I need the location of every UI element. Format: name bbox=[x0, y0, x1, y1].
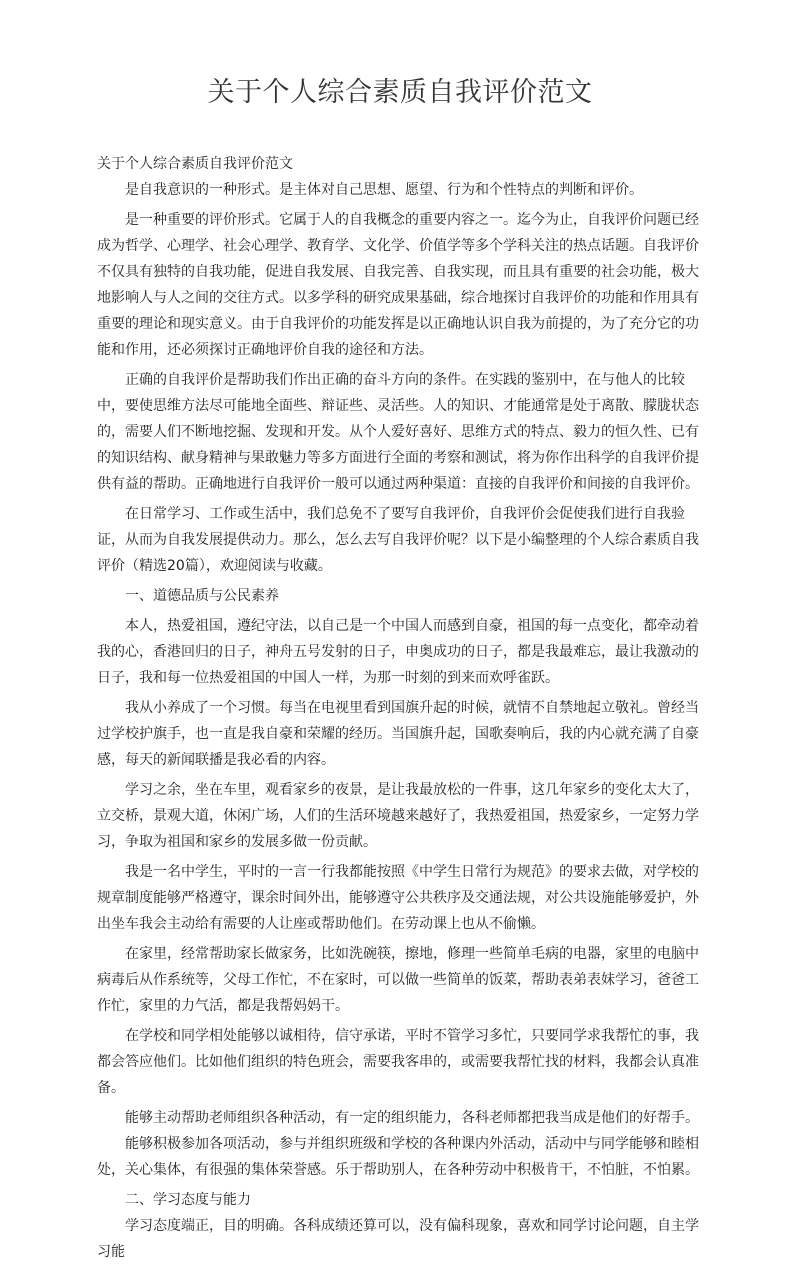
document-title: 关于个人综合素质自我评价范文 bbox=[207, 77, 593, 108]
paragraph: 在学校和同学相处能够以诚相待，信守承诺，平时不管学习多忙，只要同学求我帮忙的事，我都会答应他们。比如他们组织的特色班会，需要我客串的，或需要我帮忙找的材料，我都会认真准备。 bbox=[97, 1028, 699, 1096]
document-body bbox=[97, 151, 703, 1269]
paragraph: 是一种重要的评价形式。它属于人的自我概念的重要内容之一。迄今为止，自我评价问题已经成为哲学、心理学、社会心理学、教育学、文化学、价值学等多个学科关注的热点话题。自我评价不仅具有独特的自我功能，促进自我发展、自我完善、自我实现，而且具有重要的社会功能，极大地影响人与人之间的交往方式。以多学科的研究成果基础，综合地探讨自我评价的功能和作用具有重要的理论和现实意义。由于自我评价的功能发挥是以正确地认识自我为前提的，为了充分它的功能和作用，还必须探讨正确地评价自我的途径和方法。 bbox=[97, 212, 699, 358]
paragraph: 本人，热爱祖国，遵纪守法，以自己是一个中国人而感到自豪，祖国的每一点变化，都牵动着我的心，香港回归的日子，神舟五号发射的日子，申奥成功的日子，都是我最难忘，最让我激动的日子，我和每一位热爱祖国的中国人一样，为那一时刻的到来而欢呼雀跃。 bbox=[97, 618, 699, 686]
section-heading: 二、学习态度与能力 bbox=[125, 1192, 251, 1208]
paragraph: 在日常学习、工作或生活中，我们总免不了要写自我评价，自我评价会促使我们进行自我验证，从而为自我发展提供动力。那么，怎么去写自我评价呢？以下是小编整理的个人综合素质自我评价（精选20篇），欢迎阅读与收藏。 bbox=[97, 506, 699, 574]
paragraph: 是自我意识的一种形式。是主体对自己思想、愿望、行为和个性特点的判断和评价。 bbox=[125, 182, 643, 198]
paragraph: 正确的自我评价是帮助我们作出正确的奋斗方向的条件。在实践的鉴别中，在与他人的比较中，要使思维方法尽可能地全面些、辩证些、灵活些。人的知识、才能通常是处于离散、朦胧状态的，需要人们不断地挖掘、发现和开发。从个人爱好喜好、思维方式的特点、毅力的恒久性、已有的知识结构、献身精神与果敢魅力等多方面进行全面的考察和测试，将为你作出科学的自我评价提供有益的帮助。正确地进行自我评价一般可以通过两种渠道：直接的自我评价和间接的自我评价。 bbox=[97, 372, 699, 492]
section-heading: 一、道德品质与公民素养 bbox=[125, 588, 279, 604]
paragraph: 在家里，经常帮助家长做家务，比如洗碗筷，擦地，修理一些简单毛病的电器，家里的电脑中病毒后从作系统等，父母工作忙，不在家时，可以做一些简单的饭菜，帮助表弟表妹学习，爸爸工作忙，家里的力气活，都是我帮妈妈干。 bbox=[97, 946, 699, 1014]
paragraph: 能够主动帮助老师组织各种活动，有一定的组织能力，各科老师都把我当成是他们的好帮手。 bbox=[125, 1110, 699, 1126]
document-subtitle: 关于个人综合素质自我评价范文 bbox=[97, 156, 293, 172]
paragraph: 能够积极参加各项活动，参与并组织班级和学校的各种课内外活动，活动中与同学能够和睦相处，关心集体，有很强的集体荣誉感。乐于帮助别人，在各种劳动中积极肯干，不怕脏，不怕累。 bbox=[97, 1136, 699, 1178]
paragraph: 我是一名中学生，平时的一言一行我都能按照《中学生日常行为规范》的要求去做，对学校的规章制度能够严格遵守，课余时间外出，能够遵守公共秩序及交通法规，对公共设施能够爱护，外出坐车我会主动给有需要的人让座或帮助他们。在劳动课上也从不偷懒。 bbox=[97, 864, 699, 932]
paragraph: 我从小养成了一个习惯。每当在电视里看到国旗升起的时候，就情不自禁地起立敬礼。曾经当过学校护旗手，也一直是我自豪和荣耀的经历。当国旗升起，国歌奏响后，我的内心就充满了自豪感，每天的新闻联播是我必看的内容。 bbox=[97, 700, 699, 768]
paragraph: 学习之余，坐在车里，观看家乡的夜景，是让我最放松的一件事，这几年家乡的变化太大了，立交桥，景观大道，休闲广场，人们的生活环境越来越好了，我热爱祖国，热爱家乡，一定努力学习，争取为祖国和家乡的发展多做一份贡献。 bbox=[97, 782, 699, 850]
paragraph: 学习态度端正，目的明确。各科成绩还算可以，没有偏科现象，喜欢和同学讨论问题，自主学习能 bbox=[97, 1218, 699, 1260]
